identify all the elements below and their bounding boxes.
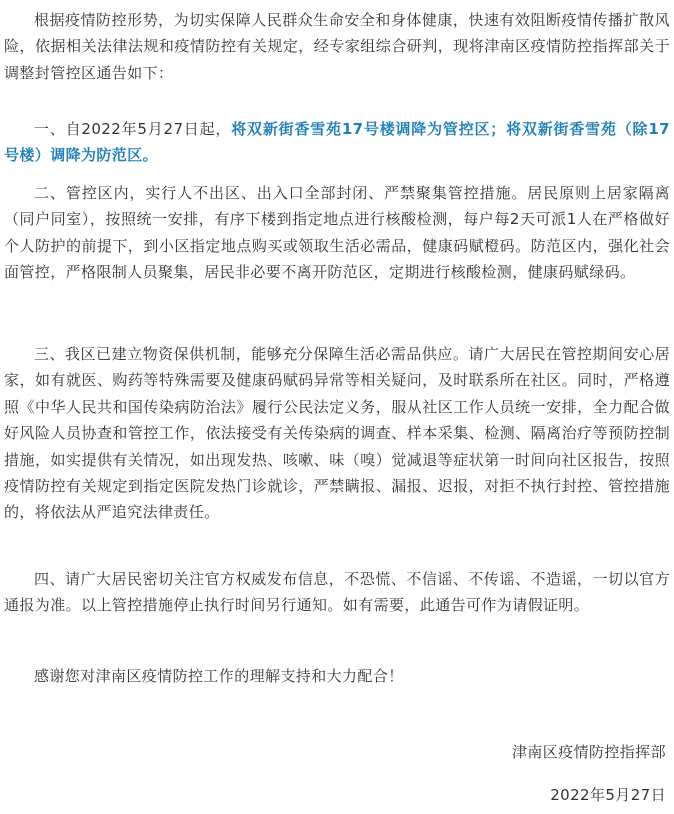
item-one-paragraph: [4, 116, 670, 169]
issue-date: 2022年5月27日: [550, 786, 666, 804]
intro-paragraph: 根据疫情防控形势，为切实保障人民群众生命安全和身体健康，快速有效阻断疫情传播扩散风险，依据相关法律法规和疫情防控有关规定，经专家组综合研判，现将津南区疫情防控指挥部关于调整封管控区通告如下：: [4, 11, 670, 82]
item-four-paragraph: 四、请广大居民密切关注官方权威发布信息，不恐慌、不信谣、不传谣、不造谣，一切以官方通报为准。以上管控措施停止执行时间另行通知。如有需要，此通告可作为请假证明。: [4, 570, 670, 615]
item-three-paragraph: 三、我区已建立物资保供机制，能够充分保障生活必需品供应。请广大居民在管控期间安心居家，如有就医、购药等特殊需要及健康码赋码异常等相关疑问，及时联系所在社区。同时，严格遵照《中华人民共和国传染病防治法》履行公民法定义务，服从社区工作人员统一安排，全力配合做好风险人员协查和管控工作，依法接受有关传染病的调查、样本采集、检测、隔离治疗等预防控制措施，如实提供有关情况，如出现发热、咳嗽、味（嗅）觉减退等症状第一时间向社区报告，按照疫情防控有关规定到指定医院发热门诊就诊，严禁瞒报、漏报、迟报，对拒不执行封控、管控措施的，将依法从严追究法律责任。: [4, 345, 670, 522]
item-one-prefix: 一、自2022年5月27日起，: [34, 120, 232, 138]
item-two-paragraph: 二、管控区内，实行人不出区、出入口全部封闭、严禁聚集管控措施。居民原则上居家隔离（同户同室），按照统一安排，有序下楼到指定地点进行核酸检测，每户每2天可派1人在严格做好个人防护的前提下，到小区指定地点购买或领取生活必需品，健康码赋橙码。防范区内，强化社会面管控，严格限制人员聚集，居民非必要不离开防范区，定期进行核酸检测，健康码赋绿码。: [4, 184, 670, 282]
thanks-paragraph: 感谢您对津南区疫情防控工作的理解支持和大力配合！: [34, 667, 404, 685]
issuer-signature: 津南区疫情防控指挥部: [511, 743, 666, 761]
item-one-highlight: 将双新街香雪苑17号楼调降为管控区；将双新街香雪苑（除17号楼）调降为防范区。: [4, 120, 670, 165]
